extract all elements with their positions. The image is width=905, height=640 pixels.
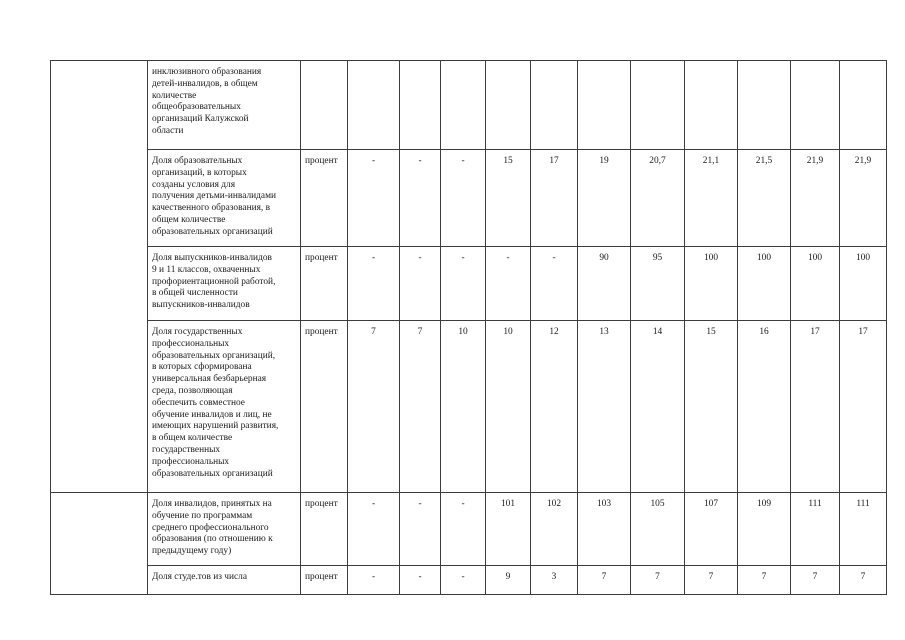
value-cell: - [400,566,441,595]
table-row [51,321,887,493]
text-line: в которых сформирована [152,362,252,373]
text-line: количестве [152,90,197,101]
value-cell: 7 [348,321,400,493]
value-cell: - [441,150,486,247]
value-cell: 17 [791,321,840,493]
text-line: имеющих нарушений развития, [152,421,279,432]
value-cell: 7 [631,566,685,595]
table-row [51,247,887,321]
value-cell [631,61,685,150]
value-cell: 17 [840,321,887,493]
value-cell: - [531,247,578,321]
value-cell: - [400,493,441,566]
text-line: обеспечить совместное [152,397,245,408]
value-cell: 90 [578,247,631,321]
value-cell: 21,9 [791,150,840,247]
value-cell: 21,5 [738,150,791,247]
unit-cell: процент [301,493,348,566]
text-line: в общей численности [152,288,238,299]
text-line: среда, позволяющая [152,385,233,396]
value-cell: 95 [631,247,685,321]
indicators-table [50,60,887,595]
value-cell: 9 [486,566,531,595]
value-cell: 16 [738,321,791,493]
unit-cell [301,61,348,150]
unit-cell: процент [301,150,348,247]
text-line: обучение по программам [152,510,253,521]
value-cell: 17 [531,150,578,247]
value-cell: 100 [791,247,840,321]
unit-cell: процент [301,247,348,321]
value-cell: - [348,566,400,595]
text-line: Доля образовательных [152,156,243,166]
indicator-name [148,150,301,247]
value-cell: 15 [685,321,738,493]
indicator-name [148,493,301,566]
value-cell: 3 [531,566,578,595]
text-line: Доля выпускников-инвалидов [152,253,272,263]
value-cell: 105 [631,493,685,566]
value-cell [685,61,738,150]
text-line: обучение инвалидов и лиц, не [152,409,272,420]
text-line: образовательных организаций [152,468,273,479]
text-line: качественного образования, в [152,203,271,214]
text-line: 9 и 11 классов, охваченных [152,264,261,275]
value-cell [400,61,441,150]
value-cell: - [441,566,486,595]
value-cell: 14 [631,321,685,493]
value-cell [738,61,791,150]
value-cell [348,61,400,150]
value-cell: 7 [400,321,441,493]
table-row [51,566,887,595]
text-line: области [152,125,184,136]
text-line: Доля государственных [152,327,243,337]
value-cell: 21,9 [840,150,887,247]
text-line: детей-инвалидов, в общем [152,78,258,89]
value-cell: 7 [738,566,791,595]
text-line: государственных [152,444,221,455]
text-line: образовательных организаций [152,226,273,237]
text-line: профориентационной работой, [152,276,276,287]
value-cell [578,61,631,150]
text-line: инклюзивного образования [152,67,262,77]
value-cell: 7 [840,566,887,595]
value-cell: 100 [840,247,887,321]
indicator-name [148,61,301,150]
value-cell: 19 [578,150,631,247]
text-line: предыдущему году) [152,546,232,557]
value-cell: - [348,493,400,566]
value-cell: 7 [791,566,840,595]
value-cell: 13 [578,321,631,493]
value-cell: 111 [791,493,840,566]
text-line: получения детьми-инвалидами [152,191,277,202]
value-cell: - [441,247,486,321]
text-line: выпускников-инвалидов [152,300,250,311]
value-cell: 12 [531,321,578,493]
value-cell: 7 [578,566,631,595]
value-cell: 111 [840,493,887,566]
value-cell: 103 [578,493,631,566]
table-body [51,61,887,595]
text-line: профессиональных [152,456,230,467]
value-cell [441,61,486,150]
text-line: Доля студе.тов из числа [152,572,248,582]
text-line: в общем количестве [152,433,233,444]
indicator-name [148,321,301,493]
value-cell: 102 [531,493,578,566]
value-cell: 7 [685,566,738,595]
text-line: организаций Калужской [152,114,249,125]
value-cell [791,61,840,150]
text-line: универсальная безбарьерная [152,374,267,385]
value-cell: 20,7 [631,150,685,247]
value-cell: - [441,493,486,566]
value-cell: - [348,150,400,247]
indicator-name [148,247,301,321]
indicator-name [148,566,301,595]
unit-cell: процент [301,566,348,595]
text-line: организаций, в которых [152,167,247,178]
text-line: профессиональных [152,338,230,349]
value-cell [486,61,531,150]
value-cell: - [486,247,531,321]
value-cell: - [348,247,400,321]
unit-cell: процент [301,321,348,493]
text-line: созданы условия для [152,179,236,190]
value-cell: 10 [441,321,486,493]
value-cell: 15 [486,150,531,247]
value-cell: 109 [738,493,791,566]
value-cell: 21,1 [685,150,738,247]
value-cell: 101 [486,493,531,566]
value-cell: 100 [738,247,791,321]
value-cell: 107 [685,493,738,566]
value-cell: 10 [486,321,531,493]
table-row [51,150,887,247]
text-line: общем количестве [152,214,226,225]
text-line: образования (по отношению к [152,534,273,545]
value-cell [840,61,887,150]
table-row [51,493,887,566]
value-cell: - [400,247,441,321]
value-cell: - [400,150,441,247]
text-line: общеобразовательных [152,102,241,113]
text-line: образовательных организаций, [152,350,276,361]
text-line: среднего профессионального [152,522,269,533]
value-cell: 100 [685,247,738,321]
table-row [51,61,887,150]
section-cell [51,493,148,595]
text-line: Доля инвалидов, принятых на [152,499,272,509]
value-cell [531,61,578,150]
section-cell [51,61,148,493]
